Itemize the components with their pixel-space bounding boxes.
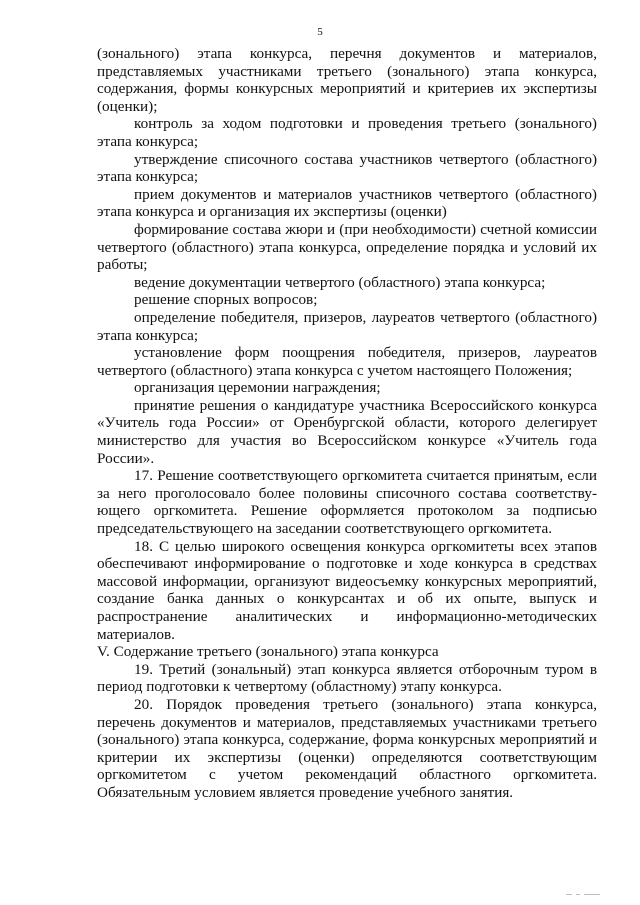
list-item: организация церемонии награждения; xyxy=(134,379,381,397)
scan-artifact-mark xyxy=(566,892,606,898)
list-item: решение спорных вопросов; xyxy=(134,291,318,309)
list-item: прием документов и материалов участников четвертого (областного) этапа конкурса и организация их экспертизы (оценки) xyxy=(97,185,597,221)
document-body xyxy=(97,45,597,802)
list-item: принятие решения о кандидатуре участника Всероссийского конкурса «Учитель года России» от Оренбургской области, которого делегирует министерство для участия во Всероссийском конкурсе «Учитель года России». xyxy=(97,396,597,467)
clause-20: 20. Порядок проведения третьего (зонального) этапа конкурса, перечень документов и материалов, представляемых участниками третьего (зонального) этапа конкурса, содержание, форма конкурсных мероприятий и критерии их экспертизы (оценки) определяются соответствующим оргкомитетом с учетом рекомендаций областного оргкомитета. Обязательным условием является проведение учебного занятия. xyxy=(97,695,597,801)
list-item: определение победителя, призеров, лауреатов четвертого (областного) этапа конкурса; xyxy=(97,308,597,344)
clause-19: 19. Третий (зональный) этап конкурса является отборочным туром в период подготовки к четвертому (областному) этапу конкурса. xyxy=(97,660,597,696)
list-item: формирование состава жюри и (при необходимости) счетной комиссии четвертого (областного) этапа конкурса, определение порядка и условий их работы; xyxy=(97,220,597,274)
page-number: 5 xyxy=(317,26,323,38)
list-item: утверждение списочного состава участников четвертого (областного) этапа конкурса; xyxy=(97,150,597,186)
list-item: контроль за ходом подготовки и проведения третьего (зонального) этапа конкурса; xyxy=(97,115,597,150)
section-heading: V. Содержание третьего (зонального) этапа конкурса xyxy=(97,643,439,661)
clause-17: 17. Решение соответствующего оргкомитета считается принятым, если за него проголосовало более половины списочного состава соответствующего оргкомитета. Решение оформляется протоколом за подписью председательствующего на заседании соответствующего оргкомитета. xyxy=(97,467,597,538)
clause-18: 18. С целью широкого освещения конкурса оргкомитеты всех этапов обеспечивают информирование о подготовке и ходе конкурса в средствах массовой информации, организуют видеосъемку конкурсных мероприятий, создание банка данных о конкурсантах и об их опыте, выпуск и распространение аналитических и информационно-методических материалов. xyxy=(97,537,597,643)
list-item: установление форм поощрения победителя, призеров, лауреатов четвертого (областного) этапа конкурса с учетом настоящего Положения; xyxy=(97,344,597,379)
paragraph-continuation: (зонального) этапа конкурса, перечня документов и материалов, представляемых участниками третьего (зонального) этапа конкурса, содержания, формы конкурсных мероприятий и критериев их экспертизы (оценки); xyxy=(97,45,597,115)
list-item: ведение документации четвертого (областного) этапа конкурса; xyxy=(134,273,546,291)
